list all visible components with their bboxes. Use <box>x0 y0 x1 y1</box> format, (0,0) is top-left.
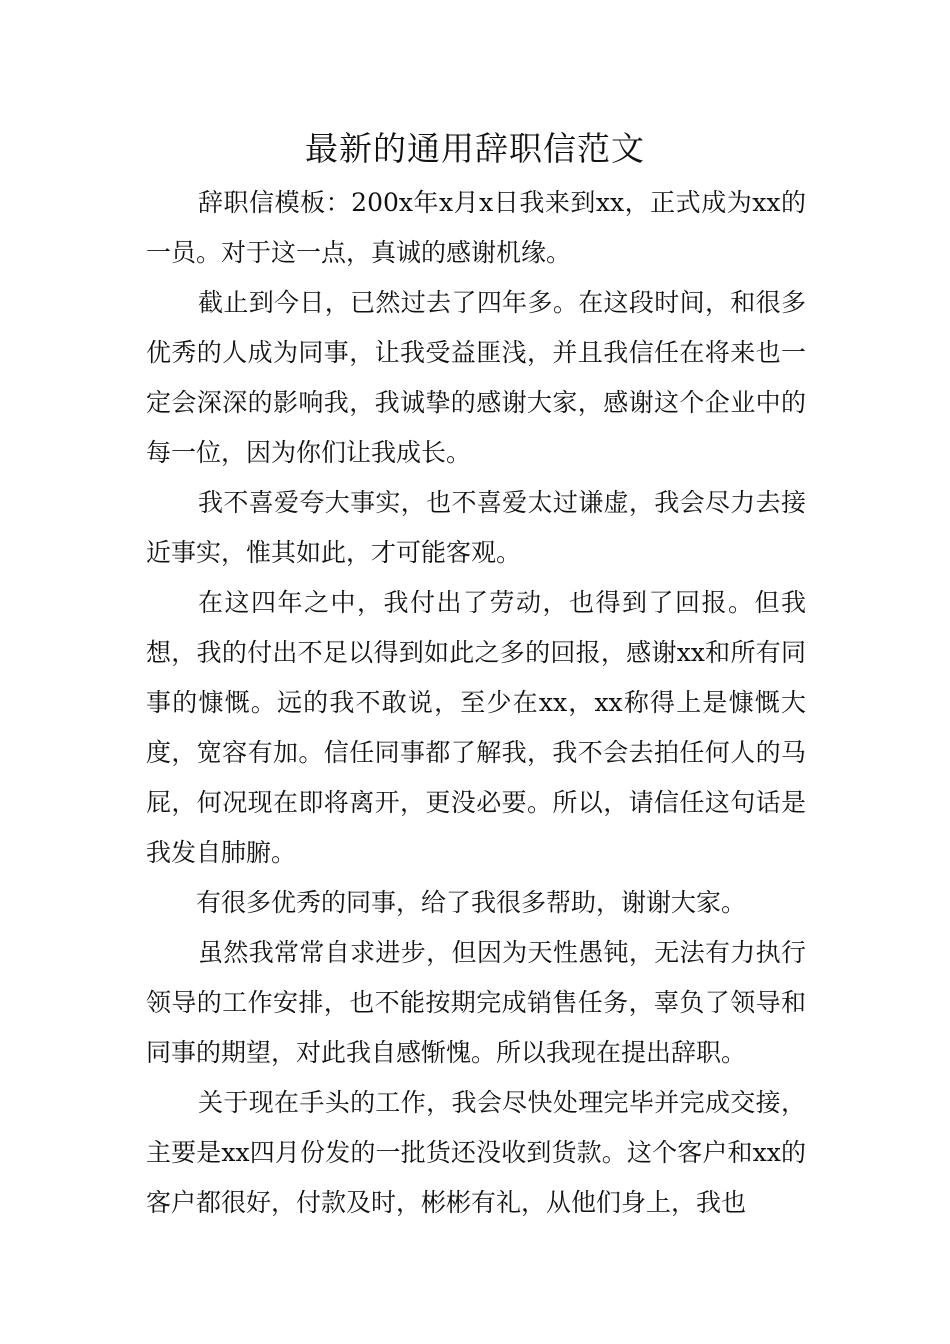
document-body <box>146 178 806 1228</box>
paragraph: 辞职信模板：200x年x月x日我来到xx，正式成为xx的一员。对于这一点，真诚的感谢机缘。 <box>146 188 806 267</box>
paragraph: 虽然我常常自求进步，但因为天性愚钝，无法有力执行领导的工作安排，也不能按期完成销售任务，辜负了领导和同事的期望，对此我自感惭愧。所以我现在提出辞职。 <box>146 938 806 1067</box>
paragraph: 在这四年之中，我付出了劳动，也得到了回报。但我想，我的付出不足以得到如此之多的回报，感谢xx和所有同事的慷慨。远的我不敢说，至少在xx，xx称得上是慷慨大度，宽容有加。信任同事都了解我，我不会去拍任何人的马屁，何况现在即将离开，更没必要。所以，请信任这句话是我发自肺腑。 <box>146 588 806 867</box>
document-title: 最新的通用辞职信范文 <box>305 129 645 168</box>
paragraph: 关于现在手头的工作，我会尽快处理完毕并完成交接，主要是xx四月份发的一批货还没收到货款。这个客户和xx的客户都很好，付款及时，彬彬有礼，从他们身上，我也 <box>146 1088 806 1217</box>
paragraph: 有很多优秀的同事，给了我很多帮助，谢谢大家。 <box>196 888 747 917</box>
paragraph: 我不喜爱夸大事实，也不喜爱太过谦虚，我会尽力去接近事实，惟其如此，才可能客观。 <box>146 488 806 567</box>
paragraph: 截止到今日，已然过去了四年多。在这段时间，和很多优秀的人成为同事，让我受益匪浅，并且我信任在将来也一定会深深的影响我，我诚挚的感谢大家，感谢这个企业中的每一位，因为你们让我成长。 <box>146 288 806 467</box>
